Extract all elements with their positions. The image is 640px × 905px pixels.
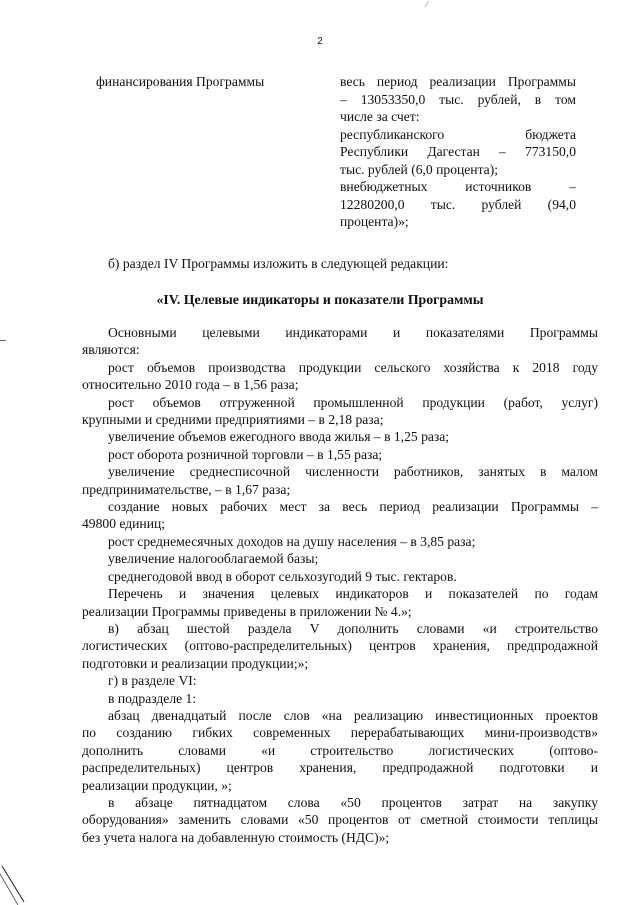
table-right-line: весь период реализации Программы	[340, 74, 576, 89]
paragraph-line: предпринимательстве, – в 1,67 раза;	[82, 481, 291, 497]
paragraph-line: абзац двенадцатый после слов «на реализацию инвестиционных проектов	[108, 707, 598, 723]
page-number: 2	[317, 36, 323, 47]
scan-mark-left	[0, 339, 6, 342]
paragraph-line: рост оборота розничной торговли – в 1,55 раза;	[108, 446, 383, 462]
section-heading: «IV. Целевые индикаторы и показатели Программы	[156, 292, 484, 307]
body-text	[82, 324, 598, 846]
scan-mark-top	[423, 0, 431, 8]
paragraph-line: логистических (оптово-распределительных) центров хранения, предпродажной	[82, 638, 598, 654]
paragraph-line: Перечень и значения целевых индикаторов и показателей по годам	[108, 586, 598, 602]
paragraph-line: в подразделе 1:	[108, 690, 197, 706]
paragraph-line: рост среднемесячных доходов на душу населения – в 3,85 раза;	[108, 533, 476, 549]
paragraph-line: по созданию гибких современных перерабатывающих мини-производств»	[82, 725, 598, 741]
paragraph-line: г) в разделе VI:	[108, 673, 197, 689]
paragraph-line: распределительных) центров хранения, предпродажной подготовки и	[82, 760, 598, 776]
paragraph-line: рост объемов отгруженной промышленной продукции (работ, услуг)	[108, 394, 598, 410]
paragraph-line: в абзаце пятнадцатом слова «50 процентов затрат на закупку	[108, 794, 598, 810]
paragraph-line: увеличение налогооблагаемой базы;	[108, 551, 319, 567]
table-right-line: 12280200,0 тыс. рублей (94,0	[340, 196, 576, 212]
table-right-line: – 13053350,0 тыс. рублей, в том	[340, 91, 576, 107]
paragraph-line: крупными и средними предприятиями – в 2,18 раза;	[82, 412, 384, 428]
paragraph-line: увеличение объемов ежегодного ввода жилья – в 1,25 раза;	[108, 429, 450, 445]
paragraph-line: среднегодовой ввод в оборот сельхозугодий 9 тыс. гектаров.	[108, 568, 457, 584]
scan-corner-mark	[0, 866, 30, 905]
table-right-line: процента)»;	[340, 214, 409, 229]
table-right-cell	[340, 73, 576, 231]
paragraph-line: подготовки и реализации продукции;»;	[82, 655, 309, 671]
paragraph-line: являются:	[82, 342, 140, 358]
paragraph-line: оборудования» заменить словами «50 процентов от сметной стоимости теплицы	[82, 812, 598, 828]
paragraph-line: рост объемов производства продукции сельского хозяйства к 2018 году	[108, 359, 598, 375]
paragraph-line: 49800 единиц;	[82, 516, 166, 532]
table-right-line: республиканского бюджета	[340, 126, 576, 142]
paragraph-section-b: б) раздел IV Программы изложить в следующей редакции:	[108, 256, 449, 271]
paragraph-line: Основными целевыми индикаторами и показателями Программы	[108, 325, 598, 340]
table-right-line: внебюджетных источников –	[340, 179, 576, 194]
paragraph-line: создание новых рабочих мест за весь период реализации Программы –	[108, 499, 598, 515]
paragraph-line: относительно 2010 года – в 1,56 раза;	[82, 377, 299, 393]
paragraph-line: увеличение среднесписочной численности работников, занятых в малом	[108, 464, 598, 480]
paragraph-line: дополнить словами «и строительство логистических (оптово-	[82, 742, 598, 758]
table-left-cell: финансирования Программы	[96, 74, 265, 89]
paragraph-line: без учета налога на добавленную стоимость (НДС)»;	[82, 829, 390, 845]
paragraph-line: реализации продукции, »;	[82, 777, 232, 793]
table-right-line: числе за счет:	[340, 109, 420, 124]
paragraph-line: реализации Программы приведены в приложении № 4.»;	[82, 603, 412, 619]
table-right-line: Республики Дагестан – 773150,0	[340, 144, 576, 159]
paragraph-line: в) абзац шестой раздела V дополнить словами «и строительство	[108, 620, 598, 636]
table-right-line: тыс. рублей (6,0 процента);	[340, 161, 499, 177]
